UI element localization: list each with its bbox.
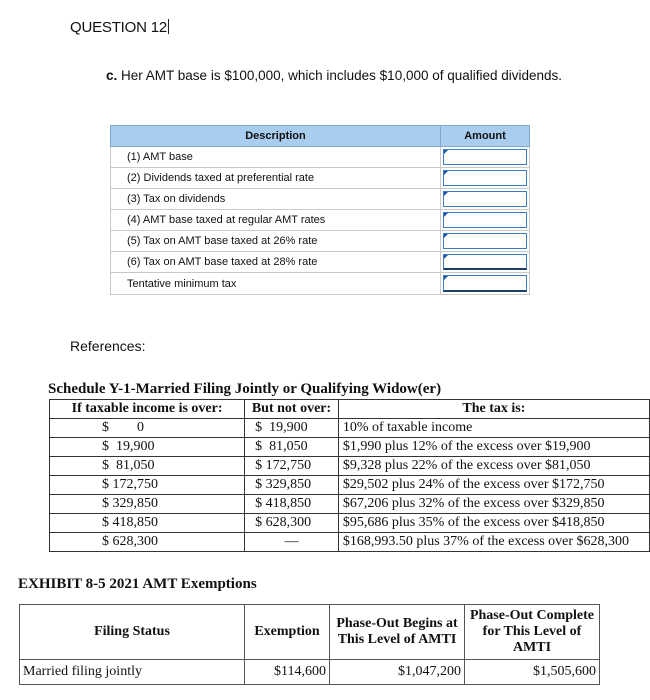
exhibit-title: EXHIBIT 8-5 2021 AMT Exemptions [18, 576, 257, 592]
col-over-header: If taxable income is over: [50, 400, 245, 419]
table-row: $ 418,850 $ 628,300 $95,686 plus 35% of the excess over $418,850 [50, 514, 650, 533]
table-row: $ 329,850 $ 418,850 $67,206 plus 32% of the excess over $329,850 [50, 495, 650, 514]
table-row: $ 19,900 $ 81,050 $1,990 plus 12% of the excess over $19,900 [50, 438, 650, 457]
table-row: $ 172,750 $ 329,850 $29,502 plus 24% of the excess over $172,750 [50, 476, 650, 495]
tax-26-input[interactable] [443, 233, 527, 249]
exemption-header: Exemption [245, 605, 330, 660]
worksheet-row-tentative-minimum-tax [111, 273, 530, 295]
col-tax-header: The tax is: [338, 400, 649, 419]
table-row: $ 81,050 $ 172,750 $9,328 plus 22% of the excess over $81,050 [50, 457, 650, 476]
table-row: Married filing jointly $114,600 $1,047,200 $1,505,600 [20, 660, 600, 685]
worksheet-row-regular-amt-base [111, 210, 530, 231]
dividends-amount-input[interactable] [443, 170, 527, 186]
tax-on-dividends-input[interactable] [443, 191, 527, 207]
row-label: (1) AMT base [111, 147, 441, 168]
col-not-over-header: But not over: [245, 400, 339, 419]
amount-header: Amount [441, 126, 530, 147]
phase-out-complete-header: Phase-Out Complete for This Level of AMTI [465, 605, 600, 660]
row-label: Tentative minimum tax [111, 273, 441, 295]
amt-base-amount-input[interactable] [443, 149, 527, 165]
row-label: (4) AMT base taxed at regular AMT rates [111, 210, 441, 231]
references-label: References: [70, 338, 146, 354]
worksheet-row-dividends [111, 168, 530, 189]
phase-out-begins-header: Phase-Out Begins at This Level of AMTI [330, 605, 465, 660]
tax-schedule-table [49, 399, 650, 552]
part-c-prompt [106, 68, 562, 83]
table-row: $ 628,300 — $168,993.50 plus 37% of the excess over $628,300 [50, 533, 650, 552]
regular-amt-base-input[interactable] [443, 212, 527, 228]
worksheet-row-amt-base [111, 147, 530, 168]
row-label: (6) Tax on AMT base taxed at 28% rate [111, 252, 441, 273]
text-cursor [168, 19, 169, 34]
amt-worksheet-table [110, 125, 530, 295]
filing-status-header: Filing Status [20, 605, 245, 660]
schedule-title: Schedule Y-1-Married Filing Jointly or Qualifying Widow(er) [48, 381, 442, 397]
row-label: (5) Tax on AMT base taxed at 26% rate [111, 231, 441, 252]
tentative-minimum-tax-input[interactable] [443, 275, 527, 292]
question-title: QUESTION 12 [70, 19, 167, 36]
amt-exemptions-table [19, 604, 600, 685]
worksheet-row-tax-28 [111, 252, 530, 273]
worksheet-row-tax-on-dividends [111, 189, 530, 210]
part-c-label: c. [106, 68, 118, 83]
worksheet-row-tax-26 [111, 231, 530, 252]
description-header: Description [111, 126, 441, 147]
table-row: $ 0 $ 19,900 10% of taxable income [50, 419, 650, 438]
tax-28-input[interactable] [443, 254, 527, 270]
row-label: (3) Tax on dividends [111, 189, 441, 210]
part-c-text: Her AMT base is $100,000, which includes $10,000 of qualified dividends. [121, 68, 563, 83]
row-label: (2) Dividends taxed at preferential rate [111, 168, 441, 189]
